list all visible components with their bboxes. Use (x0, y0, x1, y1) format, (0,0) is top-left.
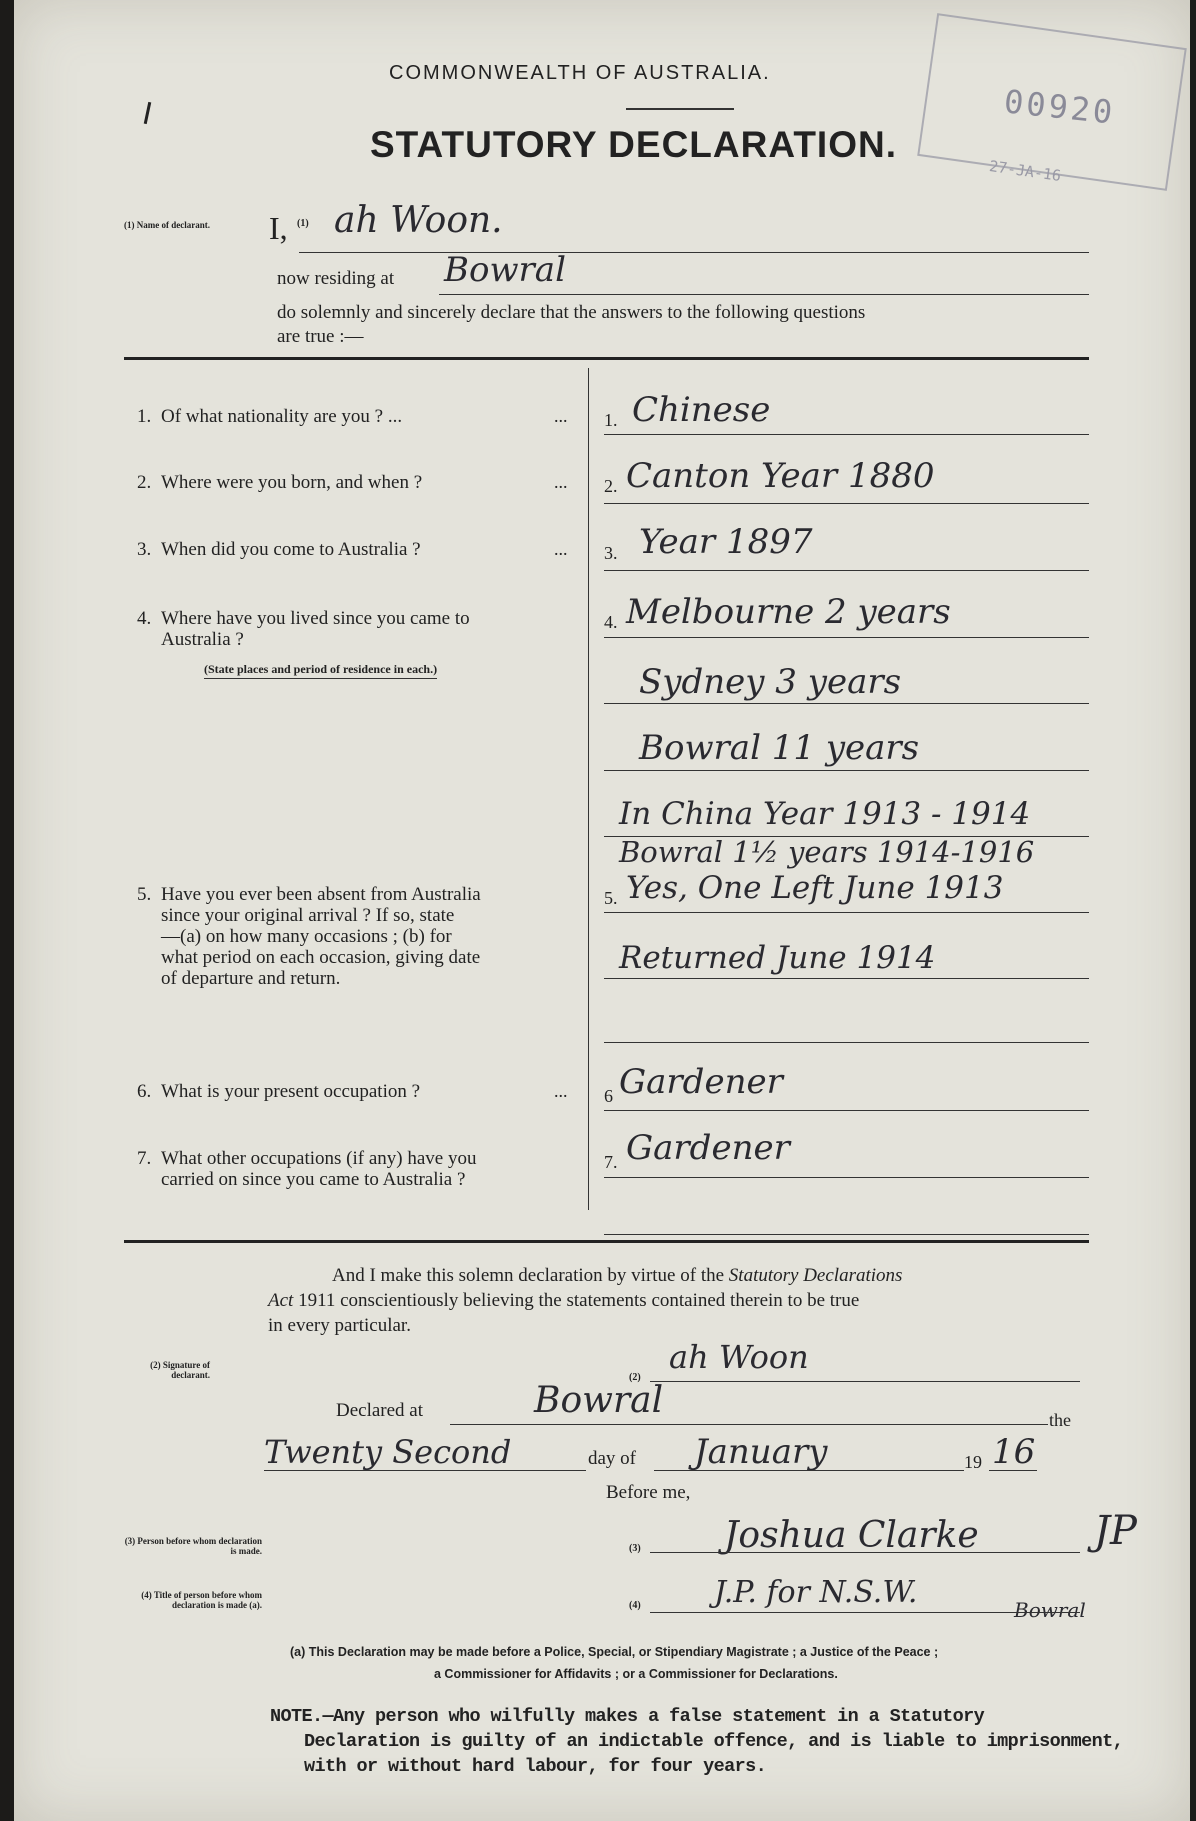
solemn-line-3: in every particular. (268, 1315, 411, 1336)
declaration-form-paper (14, 0, 1190, 1821)
witness-marker-4: (4) (629, 1600, 641, 1611)
declared-day-line (264, 1470, 586, 1471)
witness-place: Bowral (1014, 1598, 1086, 1622)
question-6-dots: ... (554, 1081, 568, 1101)
answer-3-prefix: 3. (604, 543, 618, 563)
answer-1: Chinese (632, 390, 771, 430)
answer-4-line-3: Bowral 11 years (639, 728, 920, 768)
margin-note-person-before: (3) Person before whom declaration is made. (124, 1536, 262, 1556)
question-3-dots: ... (554, 539, 568, 559)
answer-6: Gardener (619, 1062, 783, 1102)
year-prefix: 19 (964, 1452, 982, 1472)
answer-5-rule-1 (604, 912, 1089, 913)
declared-day: Twenty Second (264, 1433, 512, 1471)
answer-5-prefix: 5. (604, 888, 618, 908)
margin-note-signature: (2) Signature of declarant. (150, 1360, 210, 1380)
stamp-number: 00920 (1002, 82, 1118, 132)
answer-2-line (604, 503, 1089, 504)
answer-6-prefix: 6 (604, 1086, 613, 1106)
answer-4-line-5: Bowral 1½ years 1914-1916 (619, 835, 1035, 869)
question-1: 1. Of what nationality are you ? ... (137, 406, 403, 427)
declared-place: Bowral (534, 1380, 664, 1421)
column-divider (588, 368, 589, 1210)
form-title: STATUTORY DECLARATION. (370, 124, 897, 165)
answer-3: Year 1897 (639, 522, 813, 562)
question-4-note: (State places and period of residence in each.) (204, 664, 437, 679)
question-4: 4. Where have you lived since you came to Australia ? (137, 608, 470, 650)
answer-2-prefix: 2. (604, 476, 618, 496)
solemn-line-2: Act 1911 conscientiously believing the statements contained therein to be true (268, 1290, 860, 1311)
witness-name-line (650, 1552, 1080, 1553)
note-line-2: Declaration is guilty of an indictable offence, and is liable to imprisonment, (304, 1731, 1124, 1752)
the-label: the (1049, 1410, 1071, 1430)
declared-year: 16 (992, 1432, 1036, 1472)
name-marker: (1) (297, 218, 309, 229)
margin-note-title-before: (4) Title of person before whom declaration is made (a). (141, 1590, 262, 1610)
i-label: I, (269, 210, 288, 246)
before-me-label: Before me, (606, 1482, 691, 1503)
answer-4-line-4: In China Year 1913 - 1914 (619, 796, 1031, 832)
answer-5-line-2: Returned June 1914 (619, 940, 936, 976)
answer-4-rule-2 (604, 703, 1089, 704)
answer-4-rule-3 (604, 770, 1089, 771)
question-3: 3. When did you come to Australia ? (137, 539, 421, 560)
pen-mark (144, 102, 152, 124)
question-2: 2. Where were you born, and when ? (137, 472, 423, 493)
residing-line (439, 294, 1089, 295)
question-6: 6. What is your present occupation ? (137, 1081, 421, 1102)
middle-rule (124, 1240, 1089, 1243)
declarant-name: ah Woon. (334, 200, 503, 241)
footnote-line-1: (a) This Declaration may be made before a Police, Special, or Stipendiary Magistrate ; a Justice of the Peace ; (290, 1645, 939, 1659)
answer-1-prefix: 1. (604, 410, 618, 430)
answer-4-prefix: 4. (604, 612, 618, 632)
footnote-line-2: a Commissioner for Affidavits ; or a Commissioner for Declarations. (434, 1667, 838, 1681)
declare-text-1: do solemnly and sincerely declare that the answers to the following questions (277, 302, 866, 323)
declared-place-line (450, 1424, 1048, 1425)
signature-line (650, 1381, 1080, 1382)
question-7: 7. What other occupations (if any) have you carried on since you came to Australia ? (137, 1148, 477, 1190)
answer-7-rule-1 (604, 1177, 1089, 1178)
declare-text-2: are true :— (277, 326, 364, 347)
answer-4-rule-1 (604, 637, 1089, 638)
witness-name: Joshua Clarke (724, 1515, 979, 1556)
declared-year-line (989, 1470, 1037, 1471)
declared-at-label: Declared at (336, 1400, 424, 1421)
solemn-line-1: And I make this solemn declaration by virtue of the Statutory Declarations (332, 1265, 903, 1286)
day-of-label: day of (588, 1448, 637, 1469)
stamp-date: 27-JA-16 (988, 157, 1063, 185)
residing-value: Bowral (444, 250, 566, 290)
question-2-dots: ... (554, 472, 568, 492)
margin-note-name: (1) Name of declarant. (124, 220, 210, 230)
answer-2: Canton Year 1880 (626, 456, 935, 496)
question-1-dots: ... (554, 406, 568, 426)
country-heading: COMMONWEALTH OF AUSTRALIA. (389, 62, 771, 84)
declared-month: January (694, 1432, 828, 1472)
question-5: 5. Have you ever been absent from Australia since your original arrival ? If so, state —(a) on how many occasions ; (b) for what period on each occasion, giving date of departure and return. (137, 884, 481, 989)
answer-5-line-1: Yes, One Left June 1913 (626, 870, 1004, 906)
answer-4-line-2: Sydney 3 years (639, 662, 902, 702)
residing-label: now residing at (277, 268, 395, 289)
answer-1-line (604, 434, 1089, 435)
note-line-3: with or without hard labour, for four years. (304, 1756, 767, 1777)
witness-marker-3: (3) (629, 1543, 641, 1554)
answer-4-line-1: Melbourne 2 years (626, 592, 951, 632)
witness-jp-mark: JP (1094, 1508, 1137, 1554)
note-line-1: NOTE.—Any person who wilfully makes a false statement in a Statutory (270, 1706, 985, 1727)
answer-5-rule-3 (604, 1042, 1089, 1043)
answer-3-line (604, 570, 1089, 571)
heading-underline (626, 108, 734, 110)
answer-7: Gardener (626, 1128, 790, 1168)
answer-7-prefix: 7. (604, 1152, 618, 1172)
signature-marker: (2) (629, 1372, 641, 1383)
answer-5-rule-2 (604, 978, 1089, 979)
answer-6-rule (604, 1110, 1089, 1111)
name-line (299, 252, 1089, 253)
top-rule (124, 357, 1089, 360)
witness-title: J.P. for N.S.W. (714, 1575, 918, 1610)
declarant-signature: ah Woon (669, 1338, 809, 1376)
declared-month-line (654, 1470, 964, 1471)
witness-title-line (650, 1612, 1080, 1613)
answer-7-rule-2 (604, 1234, 1089, 1235)
